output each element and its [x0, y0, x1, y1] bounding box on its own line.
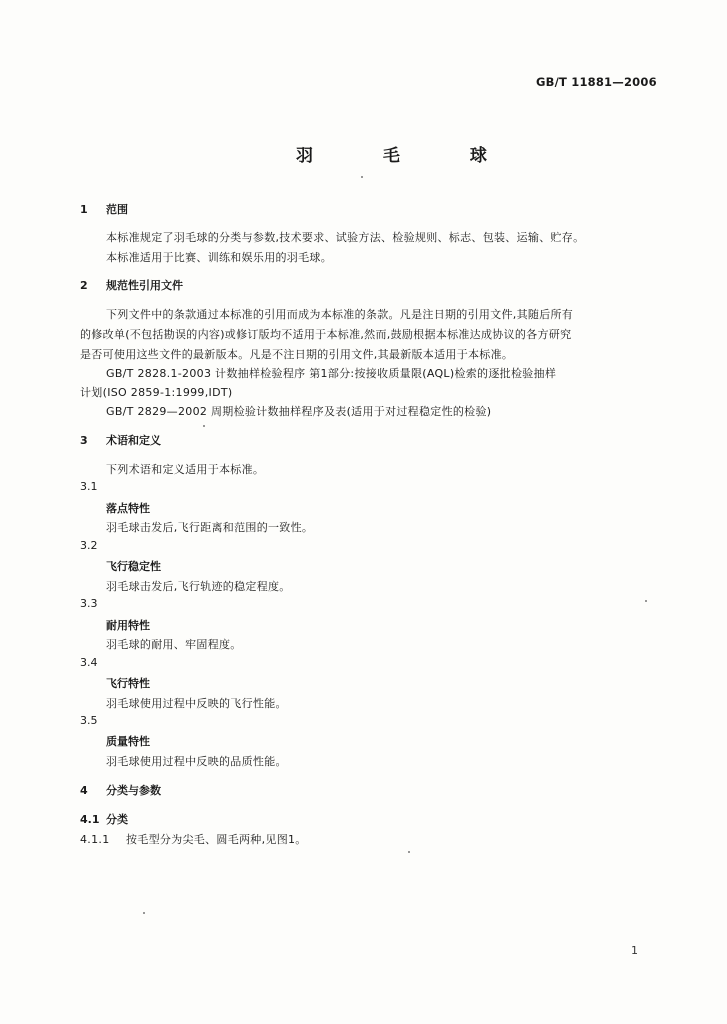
term-definition: 羽毛球击发后,飞行距离和范围的一致性。 [106, 521, 314, 534]
paragraph: 是否可使用这些文件的最新版本。凡是不注日期的引用文件,其最新版本适用于本标准。 [80, 348, 514, 361]
paragraph: 下列文件中的条款通过本标准的引用而成为本标准的条款。凡是注日期的引用文件,其随后所有 [106, 308, 574, 321]
term-number: 3.1 [80, 480, 98, 493]
section-number: 4.1 [80, 813, 100, 826]
paragraph: 本标准规定了羽毛球的分类与参数,技术要求、试验方法、检验规则、标志、包装、运输、贮存。 [106, 231, 585, 244]
scan-speck [408, 851, 410, 853]
section-4-heading [80, 782, 161, 798]
section-2-heading [80, 277, 183, 293]
reference: 计划(ISO 2859-1:1999,IDT) [80, 386, 233, 399]
section-title: 分类 [106, 813, 128, 826]
section-number: 1 [80, 203, 88, 216]
scan-speck [361, 176, 363, 178]
term-number: 3.5 [80, 714, 98, 727]
section-title: 范围 [106, 203, 128, 216]
clause-text: 按毛型分为尖毛、圆毛两种,见图1。 [126, 833, 307, 846]
term-number: 3.3 [80, 597, 98, 610]
section-number: 4 [80, 784, 88, 797]
paragraph: 下列术语和定义适用于本标准。 [106, 463, 265, 476]
term-definition: 羽毛球的耐用、牢固程度。 [106, 638, 242, 651]
section-1-heading [80, 201, 128, 217]
section-title: 术语和定义 [106, 434, 161, 447]
clause-number: 4.1.1 [80, 833, 110, 846]
term-name: 质量特性 [106, 735, 150, 748]
section-3-heading [80, 432, 161, 448]
scan-speck [143, 912, 145, 914]
clause-4-1-1 [80, 831, 307, 847]
reference: GB/T 2829—2002 周期检验计数抽样程序及表(适用于对过程稳定性的检验) [106, 405, 492, 418]
scan-speck [645, 600, 647, 602]
page-number: 1 [631, 944, 638, 957]
section-title: 分类与参数 [106, 784, 161, 797]
term-name: 耐用特性 [106, 619, 150, 632]
term-definition: 羽毛球使用过程中反映的飞行性能。 [106, 697, 287, 710]
reference: GB/T 2828.1-2003 计数抽样检验程序 第1部分:按接收质量限(AQL)检索的逐批检验抽样 [106, 367, 557, 380]
term-number: 3.2 [80, 539, 98, 552]
section-title: 规范性引用文件 [106, 279, 183, 292]
scan-speck [203, 425, 205, 427]
paragraph: 的修改单(不包括勘误的内容)或修订版均不适用于本标准,然而,鼓励根据本标准达成协议的各方研究 [80, 328, 572, 341]
term-name: 飞行稳定性 [106, 560, 161, 573]
term-definition: 羽毛球使用过程中反映的品质性能。 [106, 755, 287, 768]
standard-number: GB/T 11881—2006 [536, 75, 657, 89]
page-title: 羽 毛 球 [296, 146, 519, 166]
section-number: 3 [80, 434, 88, 447]
paragraph: 本标准适用于比赛、训练和娱乐用的羽毛球。 [106, 251, 332, 264]
section-number: 2 [80, 279, 88, 292]
subsection-4-1-heading [80, 811, 128, 827]
term-name: 飞行特性 [106, 677, 150, 690]
term-definition: 羽毛球击发后,飞行轨迹的稳定程度。 [106, 580, 291, 593]
term-name: 落点特性 [106, 502, 150, 515]
term-number: 3.4 [80, 656, 98, 669]
